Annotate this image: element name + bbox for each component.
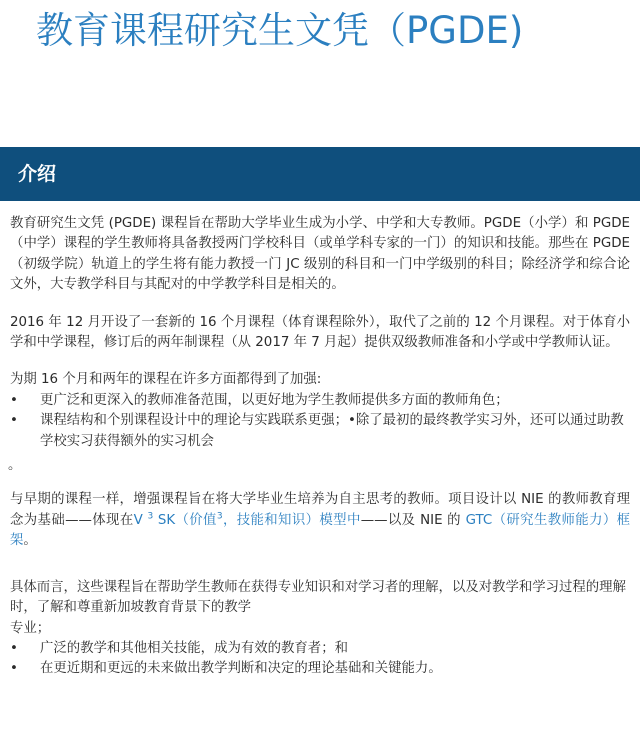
enhancement-lead: 为期 16 个月和两年的课程在许多方面都得到了加强: <box>10 372 322 388</box>
enhancement-list-block <box>10 370 630 476</box>
goals-list-block <box>10 578 630 680</box>
list-item-text: 在更近期和更远的未来做出教学判断和决定的理论基础和关键能力。 <box>40 661 442 677</box>
list-item <box>10 659 630 679</box>
goals-lead-continued: 专业； <box>10 620 51 636</box>
section-header-bar <box>0 147 640 201</box>
list-item <box>10 411 630 452</box>
list-item-text: 课程结构和个别课程设计中的理论与实践联系更强；•除了最初的最终教学实习外，还可以通过助教学校实习获得额外的实习机会 <box>40 413 624 449</box>
list-item-text: 更广泛和更深入的教师准备范围，以更好地为学生教师提供多方面的教师角色； <box>40 392 509 408</box>
paragraph-4-mid: ——以及 NIE 的 <box>360 512 466 528</box>
paragraph-4-end: 。 <box>23 533 37 549</box>
list-item <box>10 639 630 659</box>
v3sk-model-link[interactable]: V $^3$ SK（价值$^3$，技能和知识）模型中 <box>133 511 361 528</box>
list-item <box>10 391 630 411</box>
paragraph-4-text: 与早期的课程一样，增强课程旨在将大学毕业生培养为自主思考的教师。项目设计以 NIE 的教师教育理念为基础——体现在 <box>10 492 630 528</box>
bullet-icon: • <box>10 640 18 656</box>
bullet-icon: • <box>10 661 18 677</box>
intro-paragraph-2: 2016 年 12 月开设了一套新的 16 个月课程（体育课程除外），取代了之前的 12 个月课程。对于体育小学和中学课程，修订后的两年制课程（从 2017 年 7 月起）提供双级教师准备和小学或中学教师认证。 <box>10 314 630 351</box>
goals-lead: 具体而言，这些课程旨在帮助学生教师在获得专业知识和对学习者的理解，以及对教学和学习过程的理解时，了解和尊重新加坡教育背景下的教学 <box>10 579 626 616</box>
gtc-framework-link[interactable]: GTC（研究生教师能力）框架 <box>10 512 631 549</box>
bullet-icon: • <box>10 413 18 429</box>
intro-paragraph-4 <box>10 490 630 551</box>
bullet-icon: • <box>10 392 18 408</box>
list-item-text: 广泛的教学和其他相关技能，成为有效的教育者；和 <box>40 640 348 656</box>
intro-content <box>10 214 630 680</box>
section-title: 介绍 <box>18 163 57 185</box>
list-tail-punctuation: 。 <box>8 458 22 474</box>
page-title: 教育课程研究生文凭（PGDE) <box>36 9 524 52</box>
intro-paragraph-1: 教育研究生文凭 (PGDE) 课程旨在帮助大学毕业生成为小学、中学和大专教师。PGDE（小学）和 PGDE（中学）课程的学生教师将具备教授两门学校科目（或单学科专家的一门）的知识和技能。那些在 PGDE（初级学院）轨道上的学生将有能力教授一门 JC 级别的科目和一门中学级别的科目；除经济学和综合论文外，大专教学科目与其配对的中学教学科目是相关的。 <box>10 216 630 293</box>
